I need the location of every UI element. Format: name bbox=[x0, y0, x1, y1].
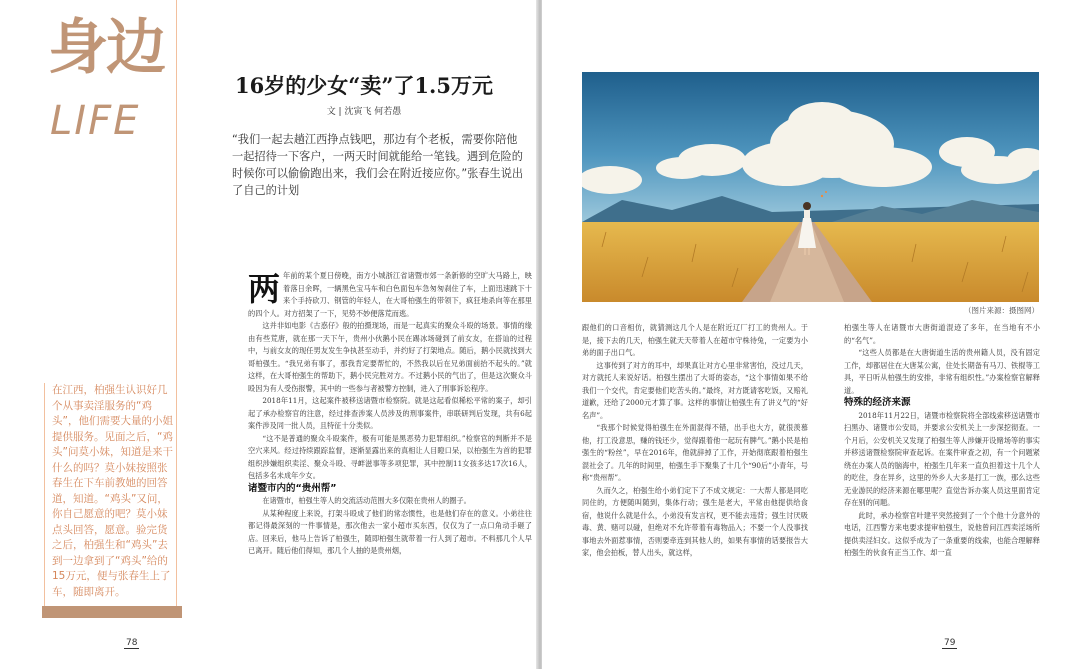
body-paragraph: 2018年11月，这起案件被移送诸暨市检察院。就是这起看似稀松平常的案子，却引起了承办检察官的注意，经过排查涉案人员涉及的刑事案件，串联研判后发现，共有6起案件涉及同一批人员，且特征十分类似。 bbox=[248, 396, 532, 430]
body-paragraph: 年前的某个夏日傍晚，南方小城浙江省诸暨市郊一条新修的空旷大马路上，映着落日余晖，一辆黑色宝马车和白色面包车急匆匆刹住了车，上面迅速跳下十来个手持砍刀、钢管的年轻人，在大哥柏强生的带领下，疯狂地杀向等在那里的四个人。对方招架了一下，见势不妙便落荒而逃。 bbox=[248, 271, 532, 318]
article-headline: 16岁的少女“卖”了1.5万元 bbox=[235, 73, 493, 98]
illustration-image bbox=[582, 72, 1039, 302]
section-heading: 诸暨市内的“贵州帮” bbox=[248, 482, 337, 494]
body-paragraph: “这不是普通的聚众斗殴案件，极有可能是黑恶势力犯罪组织。”检察官的判断并不是空穴来风。经过持续跟踪监督，逐渐显露出来的真相让人目瞪口呆，以柏强生为首的犯罪组织涉嫌组织卖淫、聚众斗殴、寻衅滋事等多项犯罪，其中控制11女孩多达17次16人，包括多名未成年少女。 bbox=[248, 433, 532, 480]
body-paragraph: “这些人员都是在大唐街道生活的贵州籍人员，没有固定工作，却都居住在大唐某公寓，住处长期备有马刀、铁棍等工具，平日听从柏强生的安排，非常有组织性。”办案检察官解释道。 bbox=[844, 348, 1040, 395]
column-title: 身边 bbox=[48, 13, 164, 83]
right-column-2 bbox=[844, 322, 1040, 560]
column-subtitle: LIFE bbox=[50, 98, 141, 144]
body-paragraph: 久而久之，柏强生给小弟们定下了不成文规定：一大帮人都是同吃同住的，方便随叫随到，集体行动；强生是老大，平常由他提供给食宿，他说什么就是什么，小弟没有发言权，更不能去违背；强生讨厌吸毒、黄、赌可以碰，但绝对不允许带着有毒物品入；不要一个人没事找事地去外面惹事情，否则要牵连到其他人的，如果有事情的话要报告大家，他会拍板，替人出头，就这样， bbox=[582, 485, 808, 557]
wheat-field-illustration bbox=[582, 72, 1039, 302]
body-paragraph: 柏强生等人在诸暨市大唐街道混迹了多年，在当地有不小的“名气”。 bbox=[844, 323, 1040, 345]
body-paragraph: 从某种程度上来说，打架斗殴成了他们的常态惯性，也是他们存在的意义。小弟往往都记得最深刻的一件事情是，那次他去一家小超市买东西，仅仅为了一点口角动手砸了店。回来后，他马上告诉了柏强生，随即柏强生就带着一行人到了超市。不料那几个人早已离开。随后他们得知，那几个人抽的是贵州烟， bbox=[248, 508, 532, 555]
left-page bbox=[0, 0, 538, 669]
body-paragraph: 2018年11月22日，诸暨市检察院将全部线索移送诸暨市扫黑办、诸暨市公安局，并要求公安机关上一步深挖彻查。一个月后，公安机关又发现了柏强生等人涉嫌开设赌场等的事实并移送诸暨检察院审查起诉。在案件审查之初，有一个问题紧绕在办案人员的脑海中，柏强生几年来一直负担着这十几个人的吃住，身在异乡，这里的外乡人大多是打工一族，那么这些无业游民的经济来源在哪里呢？直觉告诉办案人员这里面肯定存在别的问题。 bbox=[844, 410, 1040, 507]
page-number: 79 bbox=[944, 638, 956, 648]
body-paragraph: 跟他们的口音相仿，就猜测这几个人是在附近辽厂打工的贵州人。于是，接下去的几天，柏强生就天天带着人在超市守株待兔，一定要为小弟的面子出口气。 bbox=[582, 323, 808, 357]
body-paragraph: 在诸暨市，柏强生等人的交流活动范围大多仅限在贵州人的圈子。 bbox=[262, 496, 471, 505]
page-number: 78 bbox=[126, 638, 138, 648]
body-paragraph: 这并非如电影《古惑仔》般的拍摄现场，而是一起真实的聚众斗殴的场景。事情的缘由有些荒唐，就在那一天下午，贵州小伙鹅小民在踢冰场碰到了前女友，在搭讪的过程中，与前女友的现任男友发生争执甚至动手，并约好了打架地点。随后，鹅小民就找到大哥柏强生。“我兄弟有事了，那我肯定要帮忙的，不然我以后在兄弟面前抬不起头的。”就这样，在大哥柏强生的帮助下，鹅小民完胜对方。不过鹅小民的气出了，但是这次聚众斗殴因为有人受伤报警，其中的一些参与者被警方控制，进入了刑事诉讼程序。 bbox=[248, 321, 532, 393]
body-paragraph: 这事传到了对方的耳中，却果真让对方心里非常害怕，没过几天，对方就托人来说好话。柏强生摆出了大哥的姿态，“这个事情如果不给我们一个交代，肯定要他们吃苦头的。”最终，对方既请客吃饭，又赔礼道歉，还给了2000元才算了事。这样的事情让柏强生有了讲义气的“好名声”。 bbox=[582, 360, 808, 420]
pull-quote-bar bbox=[42, 606, 182, 618]
right-column-1 bbox=[582, 322, 808, 560]
drop-cap: 两 bbox=[248, 270, 281, 308]
article-deck: “我们一起去趟江西挣点钱吧，那边有个老板，需要你陪他一起招待一下客户，一两天时间就能给一笔钱。遇到危险的时候你可以偷偷跑出来，我们会在附近接应你。”张春生说出了自己的计划 bbox=[232, 133, 524, 197]
pull-quote: 在江西，柏强生认识好几个从事卖淫服务的“鸡头”，他们需要大量的小姐提供服务。见面之后，“鸡头”问莫小妹，知道是来干什么的吗？莫小妹按照张春生在下车前教她的回答道，知道。“鸡头”又问，你自己愿意的吧？莫小妹点头回答，愿意。验完货之后，柏强生和“鸡头”去到一边拿到了“鸡头”给的15万元，便与张春生上了车，随即离开。 bbox=[52, 384, 173, 598]
right-page bbox=[542, 0, 1080, 669]
body-paragraph: 此时，承办检察官叶建平突然接到了一个个他十分意外的电话，江西警方来电要求提审柏强生，说他曾问江西卖淫场所提供卖淫妇女。这似乎成为了一条重要的线索，也能合理解释柏强生的伙食有正当工作、却一直 bbox=[844, 510, 1040, 557]
left-body-text bbox=[248, 270, 532, 558]
section-heading: 特殊的经济来源 bbox=[844, 397, 911, 408]
image-caption: （图片来源：摄图网） bbox=[964, 306, 1039, 315]
article-byline: 文 | 沈寅飞 何若愚 bbox=[326, 107, 402, 117]
body-paragraph: “我那个时候觉得柏强生在外面混得不错，出手也大方，就很羡慕他，打工没意思，赚的钱还少，觉得跟着他一起玩有脾气。”鹅小民是柏强生的“粉丝”，早在2016年，他就辞掉了工作，开始彻底跟着柏强生混社会了。几年的时间里，柏强生手下聚集了十几个“90后”小青年，号称“贵州帮”。 bbox=[582, 423, 808, 482]
pull-quote-box bbox=[44, 383, 177, 613]
